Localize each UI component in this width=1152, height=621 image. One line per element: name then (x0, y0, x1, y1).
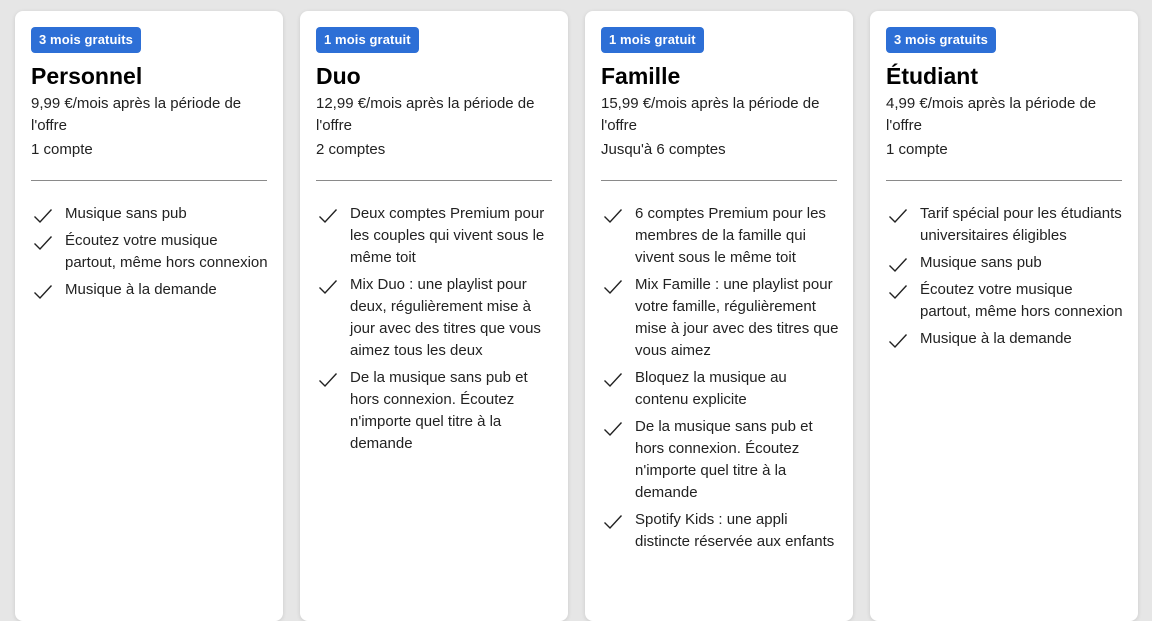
plan-card-etudiant[interactable] (870, 11, 1138, 621)
checkmark-icon (318, 279, 338, 295)
feature-text: Écoutez votre musique partout, même hors connexion (920, 281, 1123, 320)
feature-item (886, 252, 1126, 274)
checkmark-icon (603, 514, 623, 530)
feature-item (601, 367, 841, 411)
feature-text: Bloquez la musique au contenu explicite (635, 369, 787, 408)
checkmark-icon (603, 421, 623, 437)
plan-name: Étudiant (886, 63, 978, 89)
offer-badge: 3 mois gratuits (886, 27, 996, 53)
feature-text: Musique à la demande (65, 281, 217, 298)
feature-item (886, 328, 1126, 350)
feature-text: Écoutez votre musique partout, même hors connexion (65, 232, 268, 271)
feature-text: De la musique sans pub et hors connexion. Écoutez n'importe quel titre à la demande (635, 418, 813, 501)
checkmark-icon (603, 208, 623, 224)
plan-card-duo[interactable] (300, 11, 568, 621)
plan-card-personnel[interactable] (15, 11, 283, 621)
feature-item (31, 203, 271, 225)
divider (886, 180, 1122, 181)
checkmark-icon (318, 372, 338, 388)
divider (316, 180, 552, 181)
checkmark-icon (603, 372, 623, 388)
feature-item (601, 416, 841, 504)
offer-badge: 1 mois gratuit (316, 27, 419, 53)
feature-item (316, 367, 556, 455)
feature-item (31, 279, 271, 301)
offer-badge: 3 mois gratuits (31, 27, 141, 53)
feature-item (886, 203, 1126, 247)
feature-text: 6 comptes Premium pour les membres de la famille qui vivent sous le même toit (635, 205, 826, 266)
checkmark-icon (603, 279, 623, 295)
plan-card-famille[interactable] (585, 11, 853, 621)
plan-accounts: 1 compte (31, 141, 93, 158)
plan-name: Duo (316, 63, 361, 89)
feature-list (31, 203, 271, 306)
feature-item (31, 230, 271, 274)
checkmark-icon (33, 284, 53, 300)
feature-item (601, 203, 841, 269)
feature-text: Mix Famille : une playlist pour votre famille, régulièrement mise à jour avec des titres que vous aimez (635, 276, 839, 359)
plan-name: Personnel (31, 63, 143, 89)
feature-item (601, 509, 841, 553)
feature-text: Spotify Kids : une appli distincte réservée aux enfants (635, 511, 835, 550)
feature-text: Mix Duo : une playlist pour deux, régulièrement mise à jour avec des titres que vous aimez tous les deux (350, 276, 541, 359)
plan-accounts: Jusqu'à 6 comptes (601, 141, 726, 158)
plan-price: 4,99 €/mois après la période de l'offre (886, 95, 1097, 134)
feature-list (316, 203, 556, 460)
plan-accounts: 1 compte (886, 141, 948, 158)
feature-item (316, 274, 556, 362)
feature-list (886, 203, 1126, 355)
feature-item (316, 203, 556, 269)
divider (601, 180, 837, 181)
checkmark-icon (33, 208, 53, 224)
checkmark-icon (888, 257, 908, 273)
feature-item (886, 279, 1126, 323)
checkmark-icon (33, 235, 53, 251)
feature-text: Musique sans pub (920, 254, 1042, 271)
feature-text: Musique sans pub (65, 205, 187, 222)
checkmark-icon (888, 208, 908, 224)
plan-name: Famille (601, 63, 681, 89)
checkmark-icon (318, 208, 338, 224)
plan-price: 15,99 €/mois après la période de l'offre (601, 95, 820, 134)
plan-price: 12,99 €/mois après la période de l'offre (316, 95, 535, 134)
feature-item (601, 274, 841, 362)
feature-list (601, 203, 841, 558)
feature-text: Tarif spécial pour les étudiants universitaires éligibles (920, 205, 1122, 244)
plan-price: 9,99 €/mois après la période de l'offre (31, 95, 242, 134)
feature-text: Deux comptes Premium pour les couples qui vivent sous le même toit (350, 205, 545, 266)
checkmark-icon (888, 284, 908, 300)
divider (31, 180, 267, 181)
plan-accounts: 2 comptes (316, 141, 386, 158)
offer-badge: 1 mois gratuit (601, 27, 704, 53)
feature-text: Musique à la demande (920, 330, 1072, 347)
checkmark-icon (888, 333, 908, 349)
feature-text: De la musique sans pub et hors connexion. Écoutez n'importe quel titre à la demande (350, 369, 528, 452)
